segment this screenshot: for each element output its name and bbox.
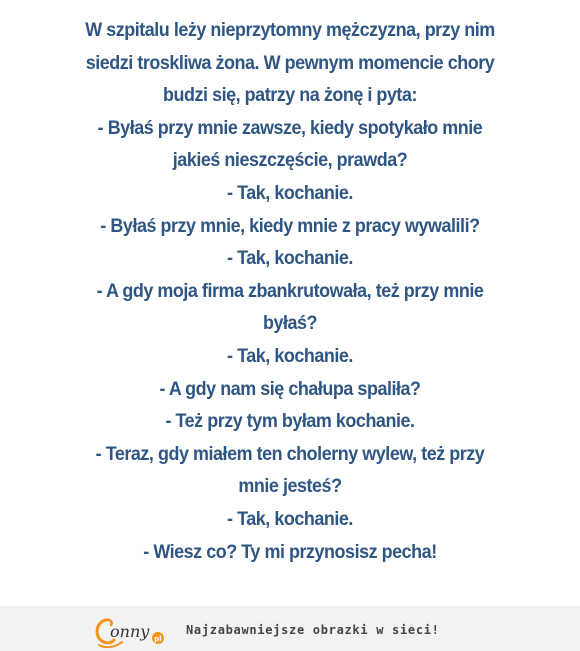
joke-line: - Tak, kochanie.	[227, 181, 353, 204]
logo-badge: pl	[154, 635, 162, 643]
site-tagline: Najzabawniejsze obrazki w sieci!	[186, 623, 440, 637]
joke-line: - Wiesz co? Ty mi przynosisz pecha!	[143, 540, 437, 563]
joke-line: byłaś?	[262, 312, 318, 335]
joke-line: - Tak, kochanie.	[227, 507, 353, 530]
joke-line: - A gdy nam się chałupa spaliła?	[159, 377, 421, 400]
joke-line: W szpitalu leży nieprzytomny mężczyzna, przy nim	[85, 19, 495, 41]
joke-line: - Byłaś przy mnie, kiedy mnie z pracy wywalili?	[100, 214, 480, 237]
joke-line: budzi się, patrzy na żonę i pyta:	[163, 84, 417, 107]
footer-bar	[0, 606, 580, 651]
logo-graphic	[92, 614, 172, 650]
joke-line: - Byłaś przy mnie zawsze, kiedy spotykało mnie	[97, 116, 483, 139]
joke-line: - Tak, kochanie.	[227, 344, 353, 367]
joke-line: - A gdy moja firma zbankrutowała, też przy mnie	[96, 279, 484, 302]
joke-text	[0, 14, 580, 568]
joke-line: mnie jesteś?	[238, 475, 342, 498]
joke-line: - Tak, kochanie.	[227, 247, 353, 270]
joke-line: - Teraz, gdy miałem ten cholerny wylew, też przy	[95, 442, 485, 465]
joke-line: siedzi troskliwa żona. W pewnym momencie chory	[85, 51, 495, 74]
logo-text: onny	[110, 622, 150, 641]
site-logo[interactable]	[92, 614, 172, 650]
joke-line: - Też przy tym byłam kochanie.	[165, 410, 415, 433]
joke-line: jakieś nieszczęście, prawda?	[172, 149, 408, 172]
